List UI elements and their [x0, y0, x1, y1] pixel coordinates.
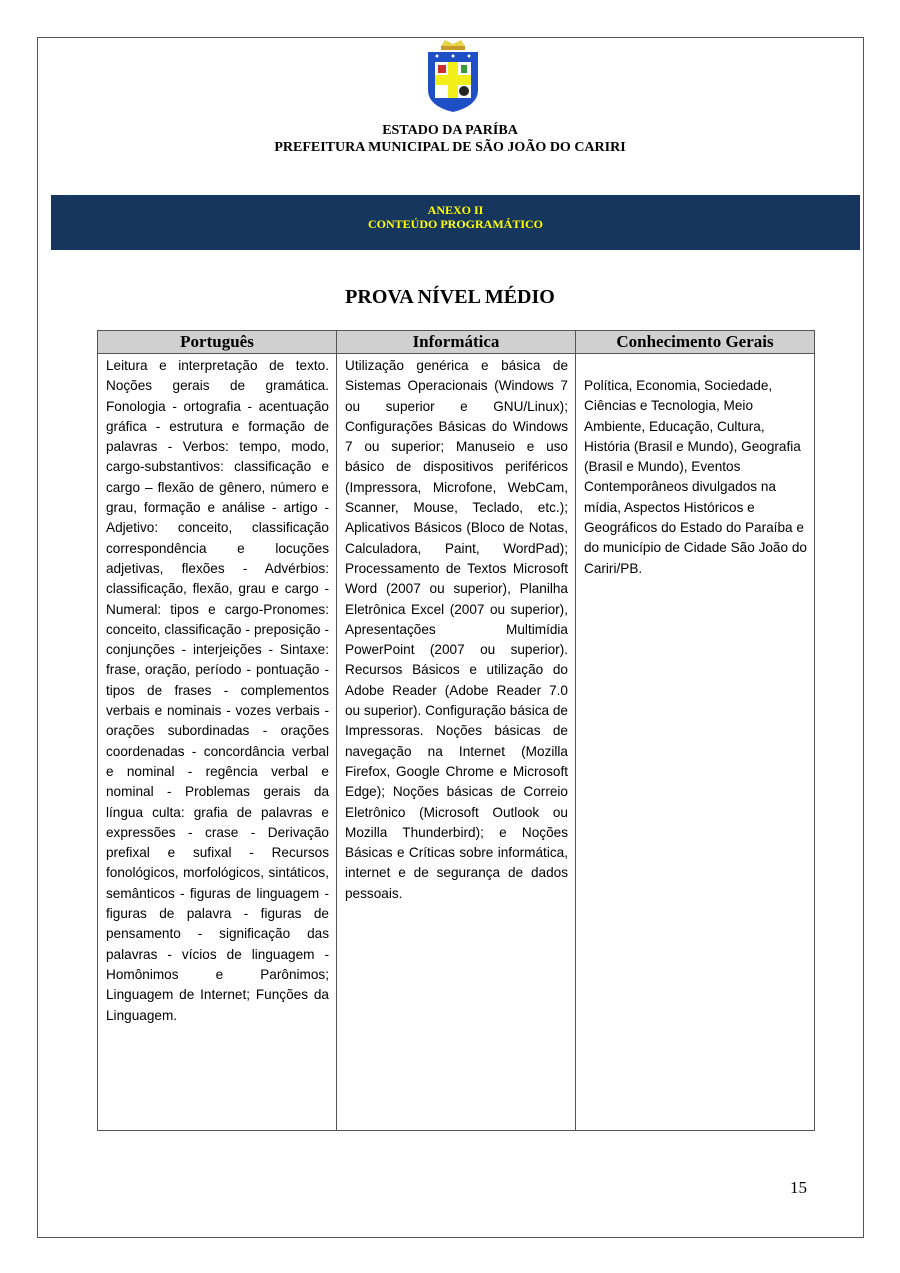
- municipality-name: PREFEITURA MUNICIPAL DE SÃO JOÃO DO CARIRI: [274, 140, 626, 155]
- page-title: PROVA NÍVEL MÉDIO: [345, 286, 555, 308]
- syllabus-table: [97, 330, 815, 1131]
- table-header-row: [98, 331, 815, 354]
- annex-banner: [51, 195, 860, 250]
- column-header-conhecimentos-gerais: Conhecimento Gerais: [576, 331, 815, 354]
- coat-of-arms-logo: [425, 38, 481, 114]
- cell-portugues: Leitura e interpretação de texto. Noções gerais de gramática. Fonologia - ortografia - acentuação gráfica - estrutura e formação de palavras - Verbos: tempo, modo, cargo-substantivos: classificação e cargo – flexão de gênero, número e grau, formação e análise - artigo - Adjetivo: conceito, classificação correspondência e locuções adjetivas, flexões - Advérbios: classificação, flexão, grau e cargo - Numeral: tipos e cargo-Pronomes: conceito, classificação - preposição - conjunções - interjeições - Sintaxe: frase, oração, período - pontuação - tipos de frases - complementos verbais e nominais - vozes verbais - orações subordinadas - orações coordenadas - concordância verbal e nominal - regência verbal e nominal - Problemas gerais da língua culta: grafia de palavras e expressões - crase - Derivação prefixal e sufixal - Recursos fonológicos, morfológicos, sintáticos, semânticos - figuras de linguagem - figuras de palavra - figuras de pensamento - significação das palavras - vícios de linguagem - Homônimos e Parônimos; Linguagem de Internet; Funções da Linguagem.: [98, 354, 337, 1131]
- column-header-portugues: Português: [98, 331, 337, 354]
- column-header-informatica: Informática: [337, 331, 576, 354]
- table-row: [98, 354, 815, 1131]
- page-number: 15: [790, 1178, 807, 1197]
- annex-subtitle: CONTEÚDO PROGRAMÁTICO: [367, 217, 543, 231]
- state-name: ESTADO DA PARÍBA: [382, 123, 518, 138]
- cell-conhecimentos-gerais: Política, Economia, Sociedade, Ciências e Tecnologia, Meio Ambiente, Educação, Cultura, História (Brasil e Mundo), Geografia (Brasil e Mundo), Eventos Contemporâneos divulgados na mídia, Aspectos Históricos e Geográficos do Estado do Paraíba e do município de Cidade São João do Cariri/PB.: [576, 354, 815, 1131]
- cell-informatica: Utilização genérica e básica de Sistemas Operacionais (Windows 7 ou superior e GNU/Linux); Configurações Básicas do Windows 7 ou superior; Manuseio e uso básico de dispositivos periféricos (Impressora, Microfone, WebCam, Scanner, Mouse, Teclado, etc.); Aplicativos Básicos (Bloco de Notas, Calculadora, Paint, WordPad); Processamento de Textos Microsoft Word (2007 ou superior), Planilha Eletrônica Excel (2007 ou superior), Apresentações Multimídia PowerPoint (2007 ou superior). Recursos Básicos e utilização do Adobe Reader (Adobe Reader 7.0 ou superior). Configuração básica de Impressoras. Noções básicas de navegação na Internet (Mozilla Firefox, Google Chrome e Microsoft Edge); Noções básicas de Correio Eletrônico (Microsoft Outlook ou Mozilla Thunderbird); e Noções Básicas e Críticas sobre informática, internet e de segurança de dados pessoais.: [337, 354, 576, 1131]
- annex-label: ANEXO II: [427, 203, 484, 217]
